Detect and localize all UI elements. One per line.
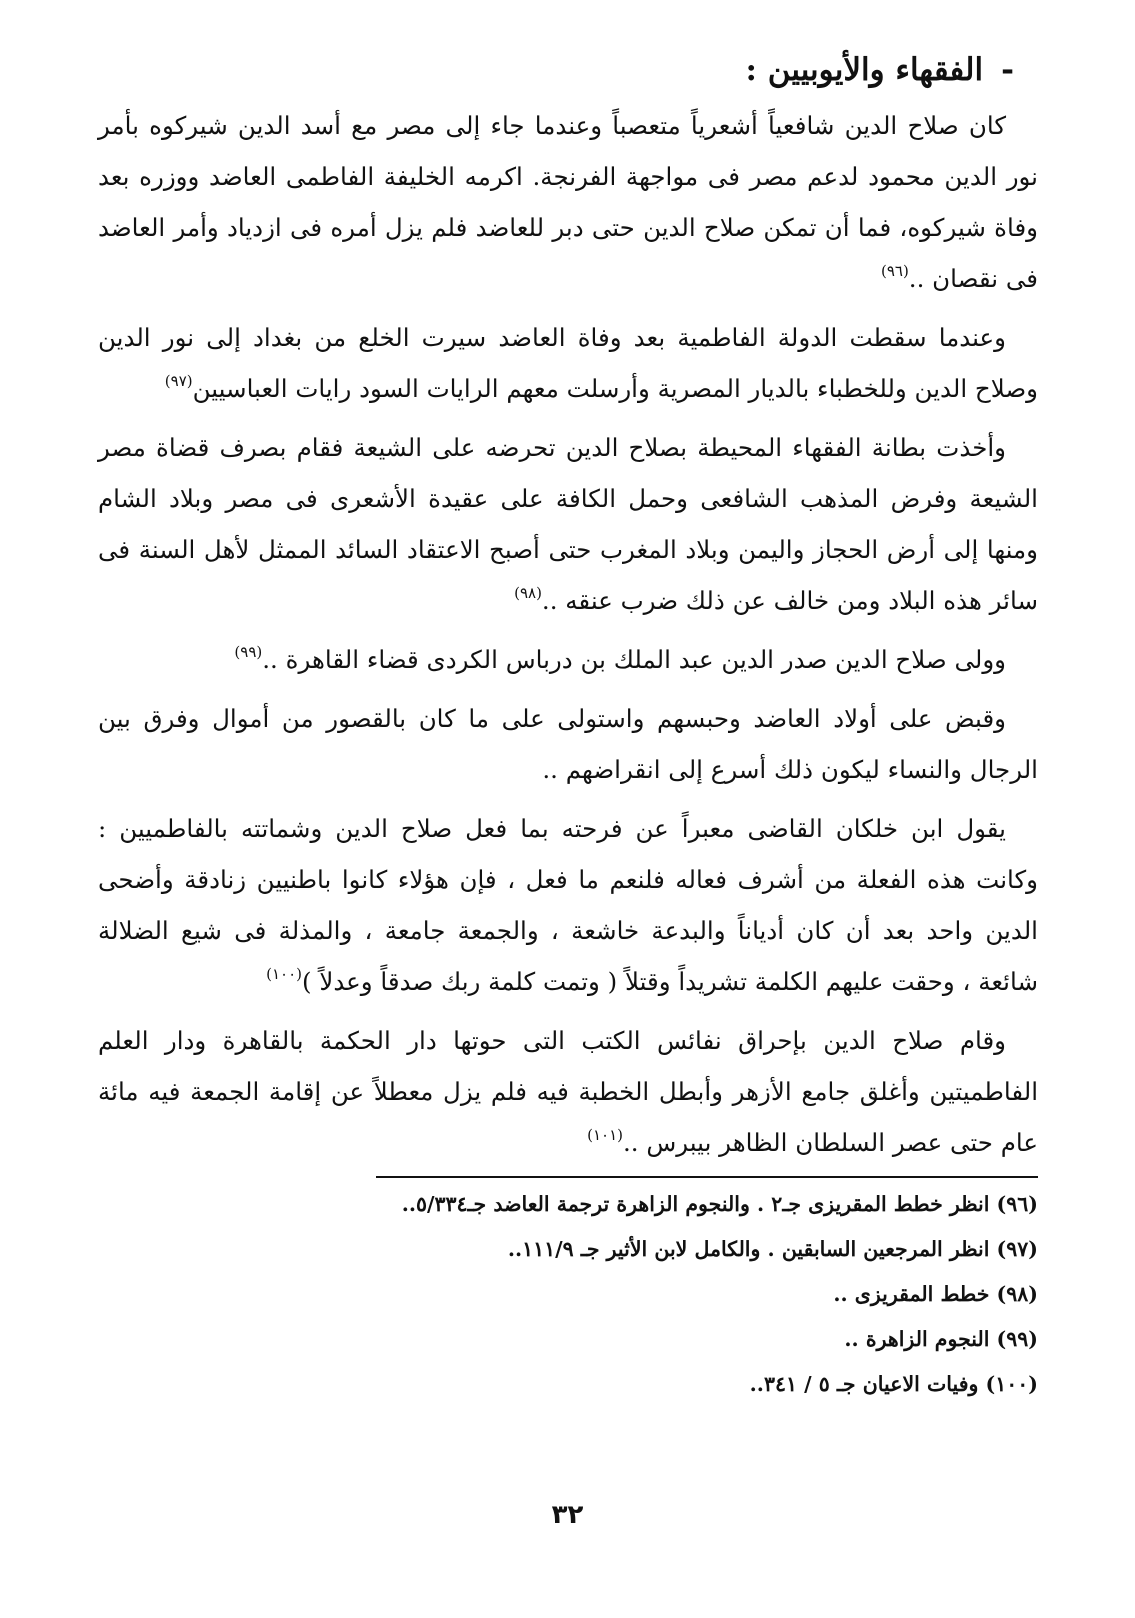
paragraph-text: وولى صلاح الدين صدر الدين عبد الملك بن درباس الكردى قضاء القاهرة ..	[262, 645, 1006, 674]
section-heading	[98, 48, 1038, 92]
paragraph-text: وقام صلاح الدين بإحراق نفائس الكتب التى حوتها دار الحكمة بالقاهرة ودار العلم الفاطميتين وأغلق جامع الأزهر وأبطل الخطبة فيه فلم يزل معطلاً عن إقامة الجمعة فيه مائة عام حتى عصر السلطان الظاهر بيبرس ..	[98, 1026, 1038, 1157]
footnote-ref: (٩٨)	[514, 584, 542, 602]
footnote-99: (٩٩) النجوم الزاهرة ..	[844, 1327, 1038, 1351]
heading-dash: -	[1001, 52, 1014, 88]
heading-title: الفقهاء والأيوبيين :	[745, 52, 984, 88]
footnote-ref: (١٠١)	[587, 1126, 623, 1144]
page-content	[98, 48, 1038, 1407]
footnote-97: (٩٧) انظر المرجعين السابقين . والكامل لابن الأثير جـ ١١١/٩..	[507, 1237, 1038, 1261]
footnotes-list	[98, 1182, 1038, 1407]
paragraph-text: يقول ابن خلكان القاضى معبراً عن فرحته بما فعل صلاح الدين وشماتته بالفاطميين : وكانت هذه الفعلة من أشرف فعاله فلنعم ما فعل ، فإن هؤلاء كانوا باطنيين زنادقة وأضحى الدين واحد بعد أن كان أدياناً والبدعة خاشعة ، والجمعة جامعة ، والمذلة فى شيع الضلالة شائعة ، وحقت عليهم الكلمة تشريداً وقتلاً ( وتمت كلمة ربك صدقاً وعدلاً )	[98, 814, 1038, 996]
paragraph-text: وعندما سقطت الدولة الفاطمية بعد وفاة العاضد سيرت الخلع من بغداد إلى نور الدين وصلاح الدين وللخطباء بالديار المصرية وأرسلت معهم الرايات السود رايات العباسيين	[98, 323, 1038, 403]
footnote-100: (١٠٠) وفيات الاعيان جـ ٥ / ٣٤١..	[749, 1372, 1038, 1396]
paragraph-6	[98, 803, 1038, 1007]
paragraph-1	[98, 100, 1038, 304]
paragraph-5	[98, 693, 1038, 795]
footnote-divider	[376, 1176, 1038, 1178]
footnote-96: (٩٦) انظر خطط المقريزى جـ٢ . والنجوم الزاهرة ترجمة العاضد جـ٥/٣٣٤..	[401, 1192, 1038, 1216]
paragraph-7	[98, 1015, 1038, 1168]
paragraph-text: كان صلاح الدين شافعياً أشعرياً متعصباً وعندما جاء إلى مصر مع أسد الدين شيركوه بأمر نور الدين محمود لدعم مصر فى مواجهة الفرنجة. اكرمه الخليفة الفاطمى العاضد ووزره بعد وفاة شيركوه، فما أن تمكن صلاح الدين حتى دبر للعاضد فلم يزل أمره فى ازدياد وأمر العاضد فى نقصان ..	[98, 111, 1038, 293]
paragraph-3	[98, 422, 1038, 626]
paragraph-text: وأخذت بطانة الفقهاء المحيطة بصلاح الدين تحرضه على الشيعة فقام بصرف قضاة مصر الشيعة وفرض المذهب الشافعى وحمل الكافة على عقيدة الأشعرى فى مصر وبلاد الشام ومنها إلى أرض الحجاز واليمن وبلاد المغرب حتى أصبح الاعتقاد السائد الممثل لأهل السنة فى سائر هذه البلاد ومن خالف عن ذلك ضرب عنقه ..	[98, 433, 1038, 615]
page-number: ٣٢	[551, 1500, 584, 1530]
footnote-ref: (٩٦)	[880, 262, 909, 280]
footnote-98: (٩٨) خطط المقريزى ..	[833, 1282, 1038, 1306]
footnote-ref: (٩٩)	[234, 643, 263, 661]
footnote-ref: (١٠٠)	[266, 965, 302, 983]
paragraph-text: وقبض على أولاد العاضد وحبسهم واستولى على ما كان بالقصور من أموال وفرق بين الرجال والنساء ليكون ذلك أسرع إلى انقراضهم ..	[98, 704, 1038, 784]
paragraph-4	[98, 634, 1038, 685]
footnote-ref: (٩٧)	[164, 372, 193, 390]
paragraph-2	[98, 312, 1038, 414]
